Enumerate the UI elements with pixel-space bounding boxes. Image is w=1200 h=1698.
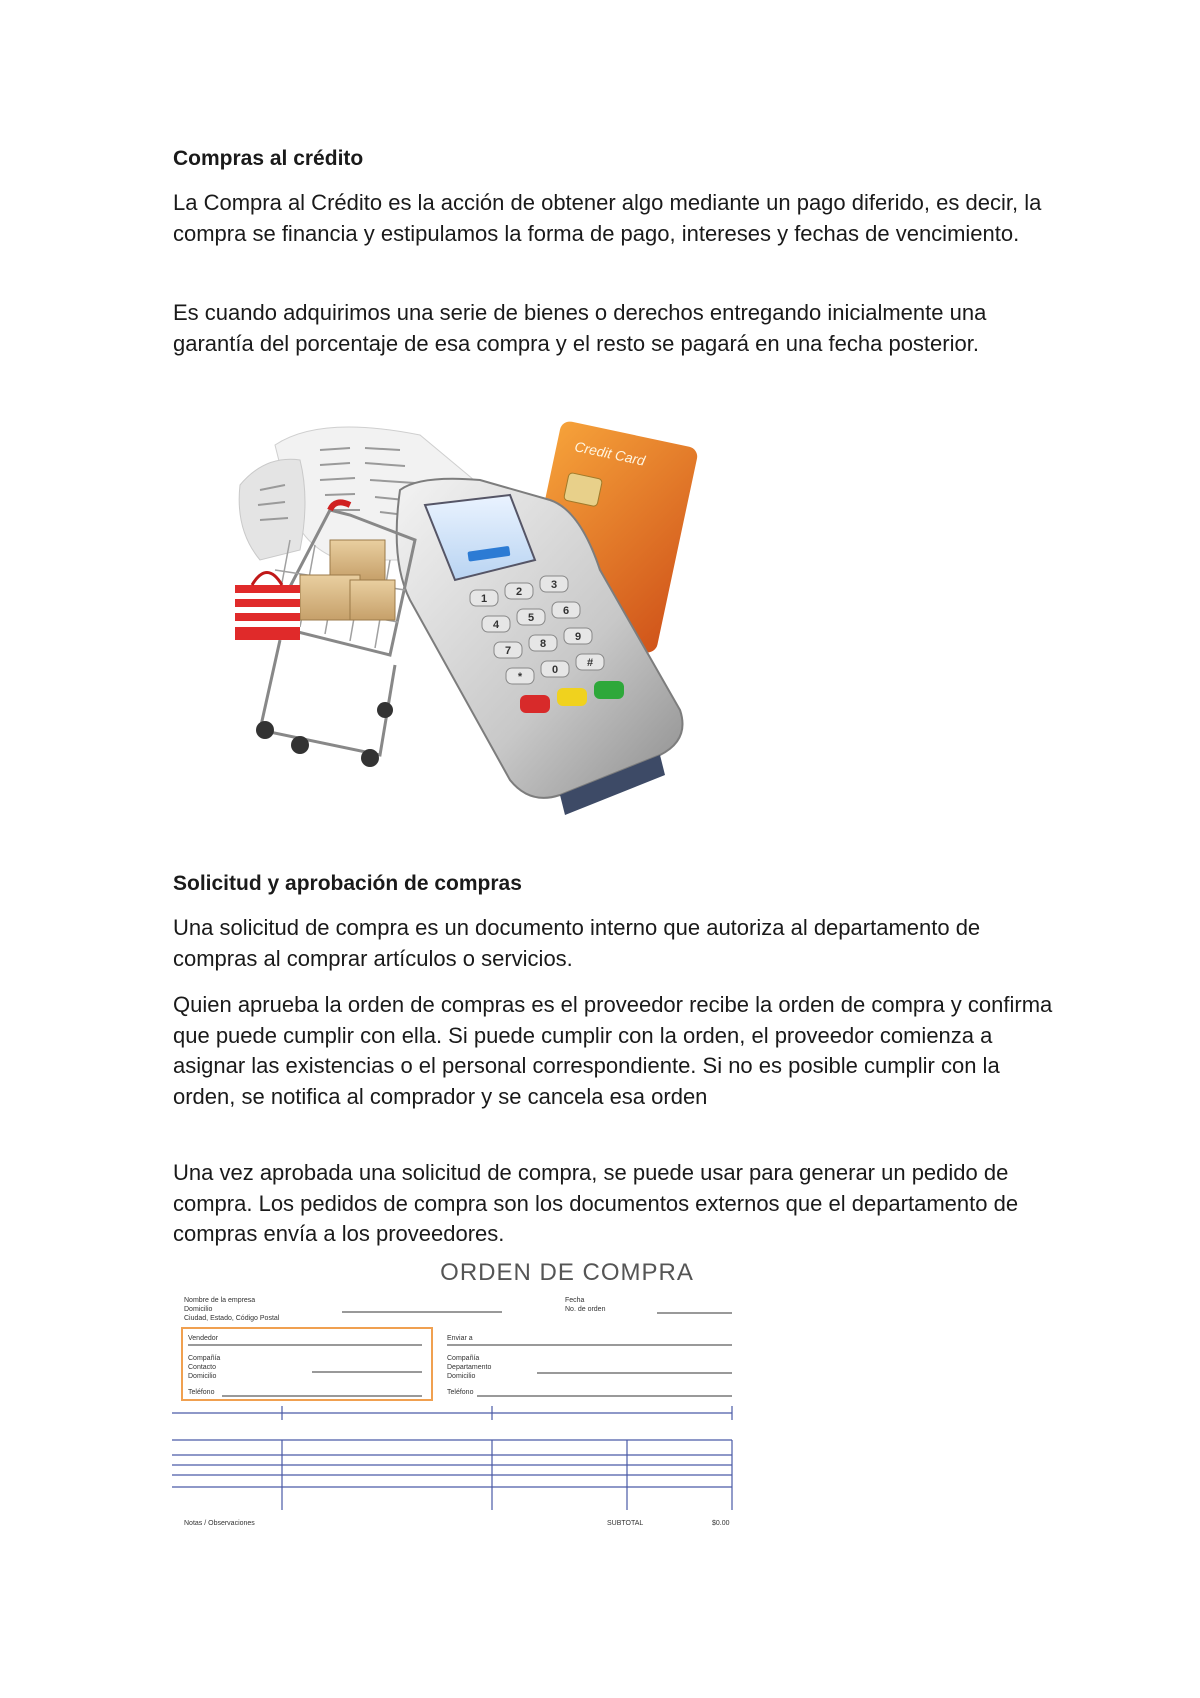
svg-text:$0.00: $0.00 bbox=[712, 1520, 730, 1527]
svg-text:6: 6 bbox=[562, 605, 570, 617]
svg-text:*: * bbox=[517, 671, 523, 683]
svg-text:2: 2 bbox=[515, 586, 523, 598]
order-form-title: ORDEN DE COMPRA bbox=[440, 1259, 694, 1286]
svg-text:Fecha: Fecha bbox=[565, 1297, 585, 1304]
svg-text:Compañía: Compañía bbox=[188, 1355, 221, 1362]
svg-text:Domicilio: Domicilio bbox=[184, 1306, 213, 1313]
svg-text:4: 4 bbox=[492, 619, 500, 631]
svg-text:Teléfono: Teléfono bbox=[188, 1389, 215, 1396]
svg-text:Teléfono: Teléfono bbox=[447, 1389, 474, 1396]
svg-text:0: 0 bbox=[551, 664, 559, 676]
svg-text:SUBTOTAL: SUBTOTAL bbox=[607, 1520, 644, 1527]
svg-text:Vendedor: Vendedor bbox=[188, 1335, 218, 1342]
paragraph-solicitud-definicion: Una solicitud de compra es un documento interno que autoriza al departamento de compras al comprar artículos o servicios. bbox=[173, 915, 981, 971]
svg-text:No. de orden: No. de orden bbox=[565, 1306, 606, 1313]
credit-pos-illustration bbox=[180, 410, 800, 830]
svg-text:Enviar a: Enviar a bbox=[447, 1335, 473, 1342]
svg-text:#: # bbox=[586, 657, 594, 669]
paragraph-credito-garantia: Es cuando adquirimos una serie de bienes o derechos entregando inicialmente una garantía del porcentaje de esa compra y el resto se pagará en una fecha posterior. bbox=[173, 300, 987, 356]
svg-text:Departamento: Departamento bbox=[447, 1364, 492, 1371]
svg-text:5: 5 bbox=[527, 612, 535, 624]
card-label: Credit Card bbox=[573, 438, 647, 469]
svg-text:1: 1 bbox=[480, 593, 488, 605]
svg-text:Nombre de la empresa: Nombre de la empresa bbox=[184, 1297, 256, 1304]
paragraph-pedido-compra: Una vez aprobada una solicitud de compra, se puede usar para generar un pedido de compra. Los pedidos de compra son los documentos externos que el departamento de compras envía a los proveedores. bbox=[173, 1160, 1019, 1246]
section-heading-solicitud: Solicitud y aprobación de compras bbox=[173, 872, 522, 895]
purchase-order-form-image bbox=[172, 1250, 762, 1535]
svg-text:Contacto: Contacto bbox=[188, 1364, 217, 1371]
svg-text:Compañía: Compañía bbox=[447, 1355, 480, 1362]
svg-text:Domicilio: Domicilio bbox=[188, 1373, 217, 1380]
section-heading-credito: Compras al crédito bbox=[173, 147, 364, 170]
svg-text:3: 3 bbox=[550, 579, 558, 591]
paragraph-aprobacion-proveedor: Quien aprueba la orden de compras es el proveedor recibe la orden de compra y confirma que puede cumplir con ella. Si puede cumplir con la orden, el proveedor comienza a asignar las existencias o el personal correspondiente. Si no es posible cumplir con la orden, se notifica al comprador y se cancela esa orden bbox=[173, 992, 1053, 1109]
svg-text:8: 8 bbox=[539, 638, 547, 650]
svg-text:Notas / Observaciones: Notas / Observaciones bbox=[184, 1520, 255, 1527]
svg-text:Ciudad, Estado, Código Postal: Ciudad, Estado, Código Postal bbox=[184, 1315, 280, 1322]
pos-terminal-image bbox=[180, 410, 800, 830]
svg-text:Domicilio: Domicilio bbox=[447, 1373, 476, 1380]
svg-text:7: 7 bbox=[504, 645, 512, 657]
svg-text:9: 9 bbox=[574, 631, 582, 643]
paragraph-credito-definicion: La Compra al Crédito es la acción de obtener algo mediante un pago diferido, es decir, la compra se financia y estipulamos la forma de pago, intereses y fechas de vencimiento. bbox=[173, 190, 1042, 246]
